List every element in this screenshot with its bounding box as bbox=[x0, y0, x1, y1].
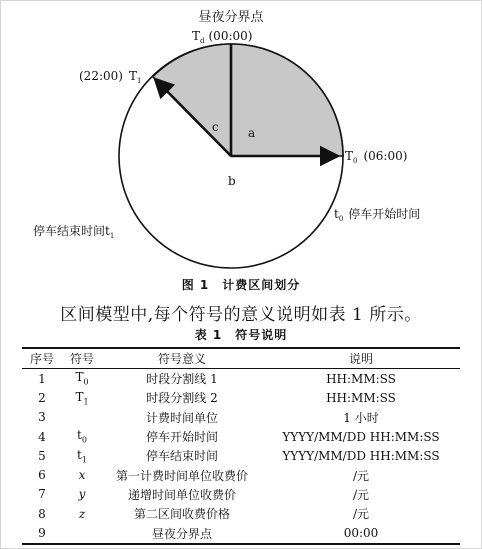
t1-letter: T bbox=[128, 69, 137, 83]
table-row bbox=[22, 388, 460, 407]
top-label: 昼夜分界点 bbox=[198, 10, 264, 25]
table-row bbox=[22, 369, 460, 389]
td-letter: T bbox=[192, 29, 201, 43]
start-sub: 0 bbox=[338, 215, 344, 223]
cell-index: 9 bbox=[22, 523, 62, 543]
cell-meaning: 第一计费时间单位收费价 bbox=[115, 468, 248, 483]
table-row bbox=[22, 465, 460, 484]
t1-time: (22:00) bbox=[79, 69, 123, 83]
cell-description: YYYY/MM/DD HH:MM:SS bbox=[282, 429, 440, 444]
cell-symbol: y bbox=[78, 487, 86, 502]
cell-index: 5 bbox=[38, 448, 46, 463]
cell-symbol: $T_0$ bbox=[75, 370, 89, 387]
t0-sub: 0 bbox=[353, 157, 358, 165]
cell-symbol: $t_1$ bbox=[77, 447, 87, 465]
cell-meaning: 第二区间收费价格 bbox=[133, 507, 230, 522]
table-header-row bbox=[22, 348, 460, 369]
table-row bbox=[22, 523, 460, 543]
cell-meaning: 停车开始时间 bbox=[145, 430, 218, 445]
end-sub: 1 bbox=[109, 232, 115, 240]
t1-sub: 1 bbox=[136, 77, 142, 85]
end-text: 停车结束时间 bbox=[33, 224, 106, 238]
cell-meaning: 时段分割线 2 bbox=[146, 391, 218, 406]
cell-description: /元 bbox=[352, 468, 370, 483]
t0-label bbox=[345, 149, 407, 165]
table-row bbox=[22, 408, 460, 427]
cell-meaning: 递增时间单位收费价 bbox=[127, 487, 236, 502]
td-sub: d bbox=[200, 37, 205, 45]
table-row bbox=[22, 485, 460, 504]
header-index: 序号 bbox=[22, 348, 62, 369]
cell-description: HH:MM:SS bbox=[326, 371, 396, 386]
table-row bbox=[22, 446, 460, 465]
cell-description: 00:00 bbox=[262, 523, 460, 543]
sector-b-label: b bbox=[228, 174, 236, 188]
header-description: 说明 bbox=[262, 348, 460, 369]
cell-symbol: z bbox=[78, 506, 86, 521]
cell-symbol bbox=[62, 408, 102, 427]
start-text: 停车开始时间 bbox=[348, 207, 421, 221]
cell-index: 3 bbox=[38, 410, 46, 425]
cell-index: 4 bbox=[38, 429, 46, 444]
cell-index: 1 bbox=[38, 371, 46, 386]
cell-index: 7 bbox=[38, 487, 46, 502]
t1-label bbox=[79, 69, 141, 85]
cell-index: 8 bbox=[38, 506, 46, 521]
start-var: t bbox=[334, 207, 339, 221]
cell-description: 1 小时 bbox=[343, 410, 379, 425]
cell-description: YYYY/MM/DD HH:MM:SS bbox=[282, 448, 440, 463]
cell-meaning: 昼夜分界点 bbox=[102, 523, 262, 543]
symbol-table bbox=[22, 347, 460, 545]
td-label bbox=[192, 29, 252, 45]
cell-description: /元 bbox=[352, 487, 370, 502]
td-time: (00:00) bbox=[208, 29, 253, 43]
table-row bbox=[22, 504, 460, 523]
cell-symbol: $T_1$ bbox=[75, 389, 89, 407]
cell-symbol: $t_0$ bbox=[77, 428, 87, 445]
t0-time: (06:00) bbox=[363, 149, 408, 163]
table-caption: 表 1 符号说明 bbox=[194, 328, 288, 342]
cell-description: /元 bbox=[352, 507, 370, 522]
figure-caption: 图 1 计费区间划分 bbox=[181, 278, 301, 292]
header-meaning: 符号意义 bbox=[102, 348, 262, 369]
start-time-label bbox=[334, 206, 420, 223]
sector-c-label: c bbox=[212, 120, 219, 134]
body-sentence: 区间模型中,每个符号的意义说明如表 1 所示。 bbox=[60, 305, 422, 325]
cell-meaning: 计费时间单位 bbox=[145, 410, 218, 425]
t0-letter: T bbox=[345, 149, 354, 163]
header-symbol: 符号 bbox=[62, 348, 102, 369]
table-row bbox=[22, 427, 460, 446]
sector-a-label: a bbox=[248, 126, 256, 140]
cell-description: HH:MM:SS bbox=[326, 390, 396, 405]
cell-symbol: x bbox=[78, 468, 86, 483]
end-var: t bbox=[105, 224, 110, 238]
cell-index: 6 bbox=[38, 468, 46, 483]
cell-meaning: 停车结束时间 bbox=[145, 449, 218, 464]
cell-symbol bbox=[62, 523, 102, 543]
end-time-label bbox=[33, 223, 114, 240]
cell-meaning: 时段分割线 1 bbox=[146, 372, 218, 387]
cell-index: 2 bbox=[38, 390, 46, 405]
